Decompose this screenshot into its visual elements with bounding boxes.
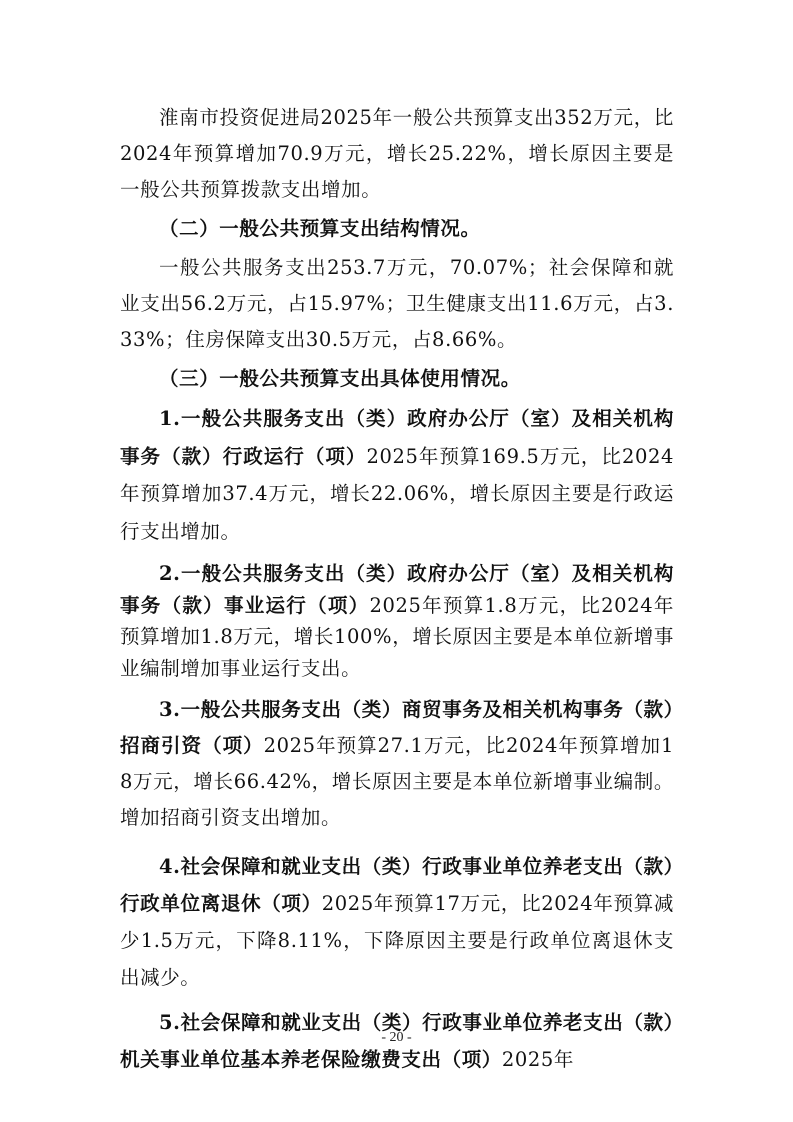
- heading-text: （三）一般公共预算支出具体使用情况。: [159, 367, 521, 390]
- item-lead: 4.社会保障和就业支出（类）行政事业单位养老支出（款）行政单位离退休（项）: [120, 855, 674, 915]
- item-lead: 1.一般公共服务支出（类）政府办公厅（室）及相关机构事务（款）行政运行（项）: [120, 407, 674, 468]
- paragraph-budget-summary: [120, 100, 674, 208]
- paragraph-text: 淮南市投资促进局2025年一般公共预算支出352万元，比2024年预算增加70.9万元，增长25.22%，增长原因主要是一般公共预算拨款支出增加。: [120, 106, 674, 201]
- paragraph-item-4: [120, 848, 674, 996]
- item-text: 2025年预算27.1万元，比2024年预算增加18万元，增长66.42%，增长原因主要是本单位新增事业编制。增加招商引资支出增加。: [120, 734, 675, 829]
- page-number: - 20 -: [381, 1030, 412, 1045]
- paragraph-structure: [120, 250, 674, 358]
- section-heading-usage: [120, 361, 674, 397]
- heading-text: （二）一般公共预算支出结构情况。: [159, 217, 481, 240]
- document-body: [120, 100, 674, 1078]
- item-lead: 3.一般公共服务支出（类）商贸事务及相关机构事务（款）招商引资（项）: [120, 698, 674, 757]
- paragraph-item-1: [120, 400, 674, 550]
- item-text: 2025年预算17万元，比2024年预算减少1.5万元，下降8.11%，下降原因主要是行政单位离退休支出减少。: [120, 892, 674, 989]
- section-heading-structure: [120, 211, 674, 247]
- item-text: 2025年预算169.5万元，比2024年预算增加37.4万元，增长22.06%，增长原因主要是行政运行支出增加。: [120, 444, 674, 543]
- paragraph-text: 一般公共服务支出253.7万元，70.07%；社会保障和就业支出56.2万元，占15.97%；卫生健康支出11.6万元，占3.33%；住房保障支出30.5万元，占8.66%。: [120, 256, 674, 351]
- paragraph-item-2: [120, 558, 674, 684]
- item-lead: 5.社会保障和就业支出（类）行政事业单位养老支出（款）机关事业单位基本养老保险缴费支出（项）: [120, 1011, 674, 1071]
- paragraph-item-3: [120, 692, 674, 836]
- item-text: 2025年: [501, 1048, 575, 1071]
- item-lead: 2.一般公共服务支出（类）政府办公厅（室）及相关机构事务（款）事业运行（项）: [120, 562, 674, 617]
- item-text: 2025年预算1.8万元，比2024年预算增加1.8万元，增长100%，增长原因主要是本单位新增事业编制增加事业运行支出。: [120, 593, 674, 680]
